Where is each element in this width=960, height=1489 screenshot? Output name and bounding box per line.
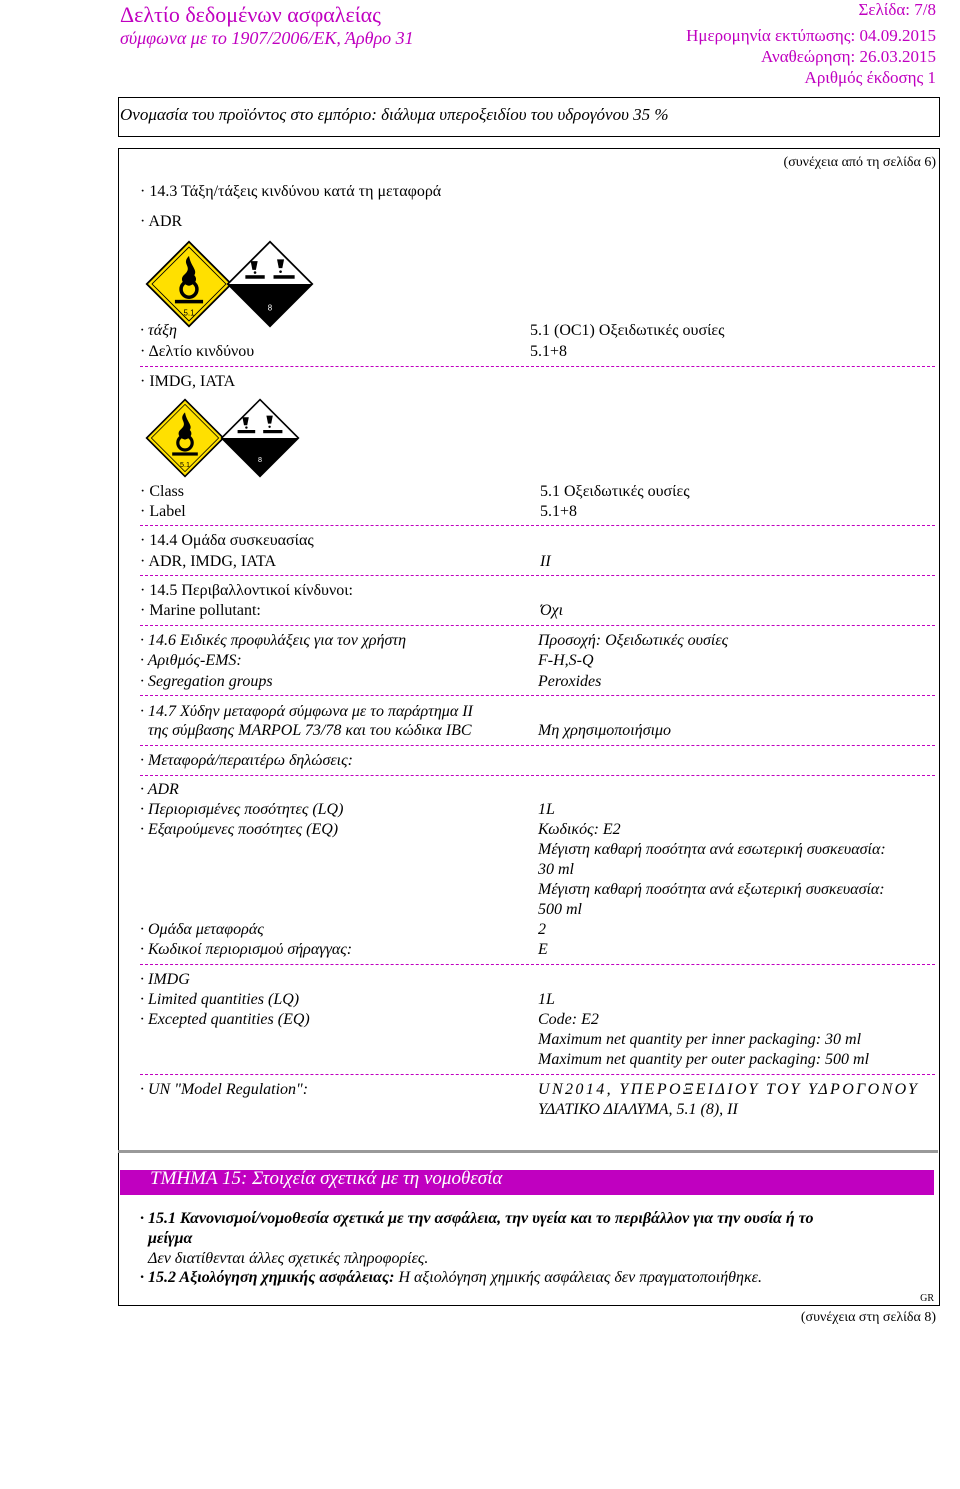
product-name: Ονομασία του προϊόντος στο εμπόριο: διάλυμα υπεροξειδίου του υδρογόνου 35 % (120, 105, 669, 124)
divider (140, 575, 935, 576)
section-15-1-line2: μείγμα (148, 1230, 193, 1247)
oxidizer-class-number: 5.1 (180, 459, 190, 469)
further-statements-heading: · Μεταφορά/περαιτέρω δηλώσεις: (140, 752, 353, 769)
transport-group-label: · Ομάδα μεταφοράς (140, 921, 264, 938)
tunnel-code-value: E (538, 941, 548, 958)
un-model-regulation-value-line2: ΥΔΑΤΙΚΟ ΔΙΑΛΥΜΑ, 5.1 (8), II (538, 1101, 738, 1118)
transport-group-value: 2 (538, 921, 546, 938)
section-14-3-heading: · 14.3 Τάξη/τάξεις κινδύνου κατά τη μεταφορά (140, 183, 442, 200)
page-number: Σελίδα: 7/8 (858, 0, 936, 19)
revision-date: Αναθεώρηση: 26.03.2015 (761, 47, 936, 66)
adr-subheading: · ADR (140, 781, 179, 798)
oxidizer-pictogram (145, 240, 233, 328)
corrosive-pictogram-imdg (220, 398, 300, 478)
adr-eq-inner-value: 30 ml (538, 861, 574, 878)
divider (140, 366, 935, 367)
corrosive-class-number: 8 (258, 455, 262, 464)
adr-hazard-label-label: · Δελτίο κινδύνου (140, 343, 255, 360)
adr-eq-inner: Μέγιστη καθαρή ποσότητα ανά εσωτερική συσκευασία: (538, 841, 886, 858)
ems-label: · Αριθμός-EMS: (140, 652, 242, 669)
imdg-subheading: · IMDG (140, 971, 190, 988)
section-14-7-heading-line2: της σύμβασης MARPOL 73/78 και του κώδικα IBC (148, 722, 472, 739)
imdg-eq-inner: Maximum net quantity per inner packaging: 30 ml (538, 1031, 862, 1048)
adr-hazard-label-value: 5.1+8 (530, 343, 568, 360)
ems-value: F-H,S-Q (538, 652, 594, 669)
imdg-lq-label: · Limited quantities (LQ) (140, 991, 300, 1008)
packing-group-value: II (540, 553, 551, 570)
marine-pollutant-value: Όχι (540, 602, 564, 619)
un-model-regulation-value-line1: UN2014, ΥΠΕΡΟΞΕΙΔΙΟΥ ΤΟΥ ΥΔΡΟΓΟΝΟΥ (538, 1081, 920, 1098)
section-15-1-text: Δεν διατίθενται άλλες σχετικές πληροφορίες. (148, 1250, 429, 1267)
adr-eq-label: · Εξαιρούμενες ποσότητες (EQ) (140, 821, 339, 838)
packing-group-label: · ADR, IMDG, IATA (140, 553, 277, 570)
adr-eq-code: Κωδικός: E2 (538, 821, 621, 838)
country-code: GR (920, 1293, 934, 1304)
continued-to: (συνέχεια στη σελίδα 8) (800, 1310, 936, 1325)
tunnel-code-label: · Κωδικοί περιορισμού σήραγγας: (140, 941, 353, 958)
segregation-label: · Segregation groups (140, 673, 273, 690)
section-14-7-heading-line1: · 14.7 Χύδην μεταφορά σύμφωνα με το παράρτημα II (140, 703, 473, 720)
imdg-iata-heading: · IMDG, IATA (140, 373, 236, 390)
adr-eq-outer: Μέγιστη καθαρή ποσότητα ανά εξωτερική συσκευασία: (538, 881, 885, 898)
section-14-4-heading: · 14.4 Ομάδα συσκευασίας (140, 532, 314, 549)
label-value: 5.1+8 (540, 503, 578, 520)
imdg-eq-outer: Maximum net quantity per outer packaging: 500 ml (538, 1051, 870, 1068)
user-precaution-value: Προσοχή: Οξειδωτικές ουσίες (538, 632, 729, 649)
section-14-6-heading: · 14.6 Ειδικές προφυλάξεις για τον χρήστη (140, 632, 407, 649)
class-value: 5.1 Οξειδωτικές ουσίες (540, 483, 690, 500)
marine-pollutant-label: · Marine pollutant: (140, 602, 261, 619)
section-14-5-heading: · 14.5 Περιβαλλοντικοί κίνδυνοι: (140, 582, 353, 599)
label-label: · Label (140, 503, 186, 520)
divider (140, 745, 935, 746)
content-frame (118, 97, 940, 137)
continued-from: (συνέχεια από τη σελίδα 6) (783, 155, 936, 170)
divider (140, 625, 935, 626)
imdg-eq-label: · Excepted quantities (EQ) (140, 1011, 310, 1028)
class-label: · Class (140, 483, 184, 500)
divider (140, 775, 935, 776)
section-separator (118, 1150, 938, 1153)
imdg-eq-code: Code: E2 (538, 1011, 599, 1028)
adr-eq-outer-value: 500 ml (538, 901, 582, 918)
divider (140, 695, 935, 696)
bulk-transport-value: Μη χρησιμοποιήσιμο (538, 722, 672, 739)
adr-class-value: 5.1 (OC1) Οξειδωτικές ουσίες (530, 322, 725, 339)
section-15-1-line1: · 15.1 Κανονισμοί/νομοθεσία σχετικά με την ασφάλεια, την υγεία και το περιβάλλον για την ουσία ή το (140, 1210, 814, 1227)
print-date: Ημερομηνία εκτύπωσης: 04.09.2015 (686, 26, 936, 45)
oxidizer-pictogram-imdg (145, 398, 225, 478)
adr-lq-label: · Περιορισμένες ποσότητες (LQ) (140, 801, 344, 818)
version-number: Αριθμός έκδοσης 1 (804, 68, 936, 87)
oxidizer-class-number: 5.1 (183, 308, 195, 318)
un-model-regulation-label: · UN "Model Regulation": (140, 1081, 309, 1098)
section-15-2 (140, 1269, 762, 1287)
corrosive-class-number: 8 (267, 303, 273, 313)
section-15-2-text: Η αξιολόγηση χημικής ασφάλειας δεν πραγματοποιήθηκε. (398, 1269, 762, 1286)
divider (140, 964, 935, 965)
divider (140, 525, 935, 526)
adr-lq-value: 1L (538, 801, 555, 818)
adr-heading: · ADR (140, 213, 183, 230)
adr-class-label: · τάξη (140, 322, 177, 339)
divider (140, 1074, 935, 1075)
imdg-lq-value: 1L (538, 991, 555, 1008)
document-title: Δελτίο δεδομένων ασφαλείας (120, 2, 381, 27)
section-15-title: ΤΜΗΜΑ 15: Στοιχεία σχετικά με τη νομοθεσία (150, 1168, 503, 1189)
section-15-2-label: · 15.2 Αξιολόγηση χημικής ασφάλειας: (140, 1269, 395, 1286)
regulation-subtitle: σύμφωνα με το 1907/2006/ΕΚ, Άρθρο 31 (120, 28, 414, 48)
segregation-value: Peroxides (538, 673, 602, 690)
corrosive-pictogram (226, 240, 314, 328)
